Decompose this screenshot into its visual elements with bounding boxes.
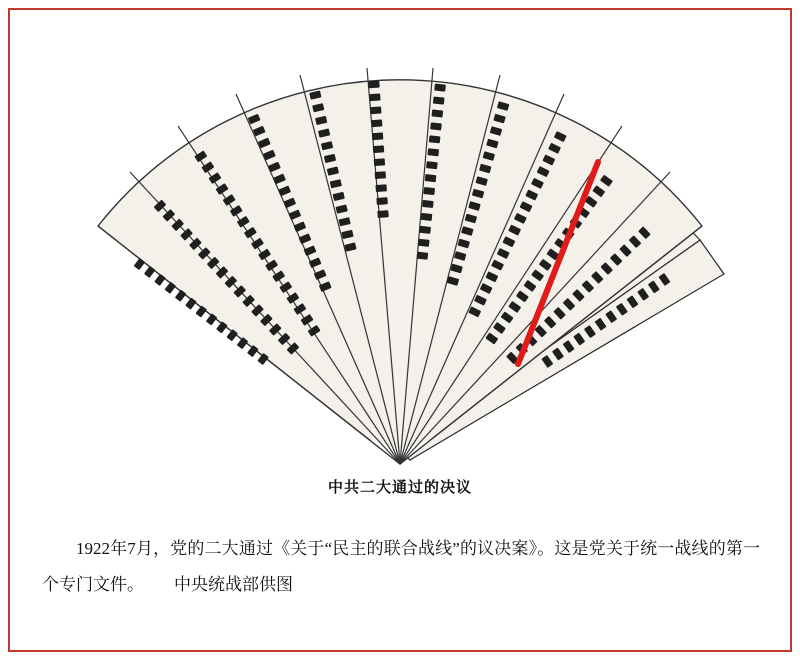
fan-sector	[98, 80, 702, 464]
figure-caption: 中共二大通过的决议	[327, 479, 472, 496]
article-body	[12, 531, 788, 603]
article-paragraph: 1922年7月，党的二大通过《关于“民主的联合战线”的议决案》。这是党关于统一战线的第一个专门文件。	[42, 539, 760, 594]
page-content	[12, 12, 788, 648]
fan-document-svg	[12, 12, 788, 482]
fan-document-figure	[12, 12, 788, 482]
photo-credit: 中央统战部供图	[174, 575, 293, 594]
